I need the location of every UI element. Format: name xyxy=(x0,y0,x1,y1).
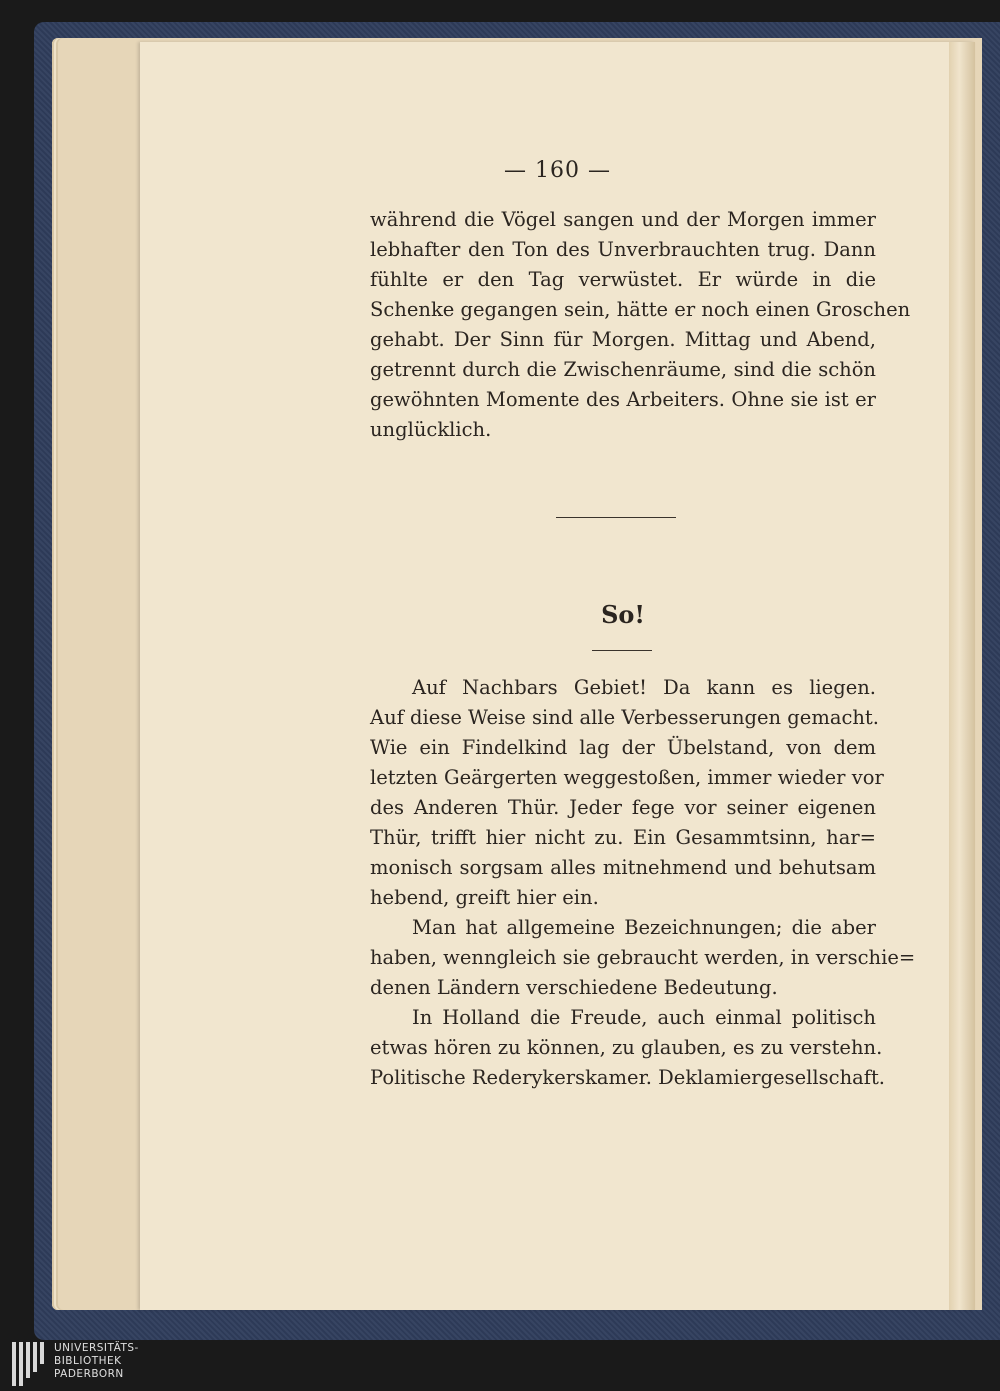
library-logo xyxy=(12,1342,232,1386)
text-line: Politische Rederykerskamer. Deklamiergesellschaft. xyxy=(370,1066,886,1089)
text-line: Man hat allgemeine Bezeichnungen; die aber xyxy=(412,916,876,939)
text-line: In Holland die Freude, auch einmal politisch xyxy=(412,1006,876,1029)
logo-mark-icon xyxy=(12,1342,48,1386)
page-number: — 160 — xyxy=(504,158,611,183)
logo-line: PADERBORN xyxy=(54,1368,124,1380)
text-line: denen Ländern verschiedene Bedeutung. xyxy=(370,976,778,999)
text-line: etwas hören zu können, zu glauben, es zu verstehn. xyxy=(370,1036,883,1059)
text-line: lebhafter den Ton des Unverbrauchten trug. Dann xyxy=(370,238,876,261)
section-heading: So! xyxy=(601,600,645,629)
section-divider xyxy=(556,517,676,518)
text-line: Wie ein Findelkind lag der Übelstand, von dem xyxy=(370,736,876,759)
text-line: Thür, trifft hier nicht zu. Ein Gesammtsinn, har= xyxy=(370,826,876,849)
paragraph-top xyxy=(370,205,911,445)
text-line: während die Vögel sangen und der Morgen immer xyxy=(370,208,876,231)
logo-line: BIBLIOTHEK xyxy=(54,1355,122,1367)
text-line: hebend, greift hier ein. xyxy=(370,886,599,909)
text-line: haben, wenngleich sie gebraucht werden, in verschie= xyxy=(370,946,916,969)
text-line: letzten Geärgerten weggestoßen, immer wieder vor xyxy=(370,766,884,789)
section-body xyxy=(370,673,916,1093)
text-line: monisch sorgsam alles mitnehmend und behutsam xyxy=(370,856,876,879)
text-line: Auf Nachbars Gebiet! Da kann es liegen. xyxy=(412,676,876,699)
text-line: getrennt durch die Zwischenräume, sind die schön xyxy=(370,358,876,381)
text-line: gehabt. Der Sinn für Morgen. Mittag und Abend, xyxy=(370,328,876,351)
text-line: des Anderen Thür. Jeder fege vor seiner eigenen xyxy=(370,796,876,819)
logo-text xyxy=(54,1342,139,1381)
page-gutter xyxy=(949,42,975,1310)
text-line: gewöhnten Momente des Arbeiters. Ohne sie ist er xyxy=(370,388,876,411)
text-line: Schenke gegangen sein, hätte er noch einen Groschen xyxy=(370,298,911,321)
text-line: Auf diese Weise sind alle Verbesserungen gemacht. xyxy=(370,706,879,729)
logo-line: UNIVERSITÄTS- xyxy=(54,1342,139,1354)
text-line: fühlte er den Tag verwüstet. Er würde in die xyxy=(370,268,876,291)
text-line: unglücklich. xyxy=(370,418,492,441)
heading-underline xyxy=(592,650,652,651)
